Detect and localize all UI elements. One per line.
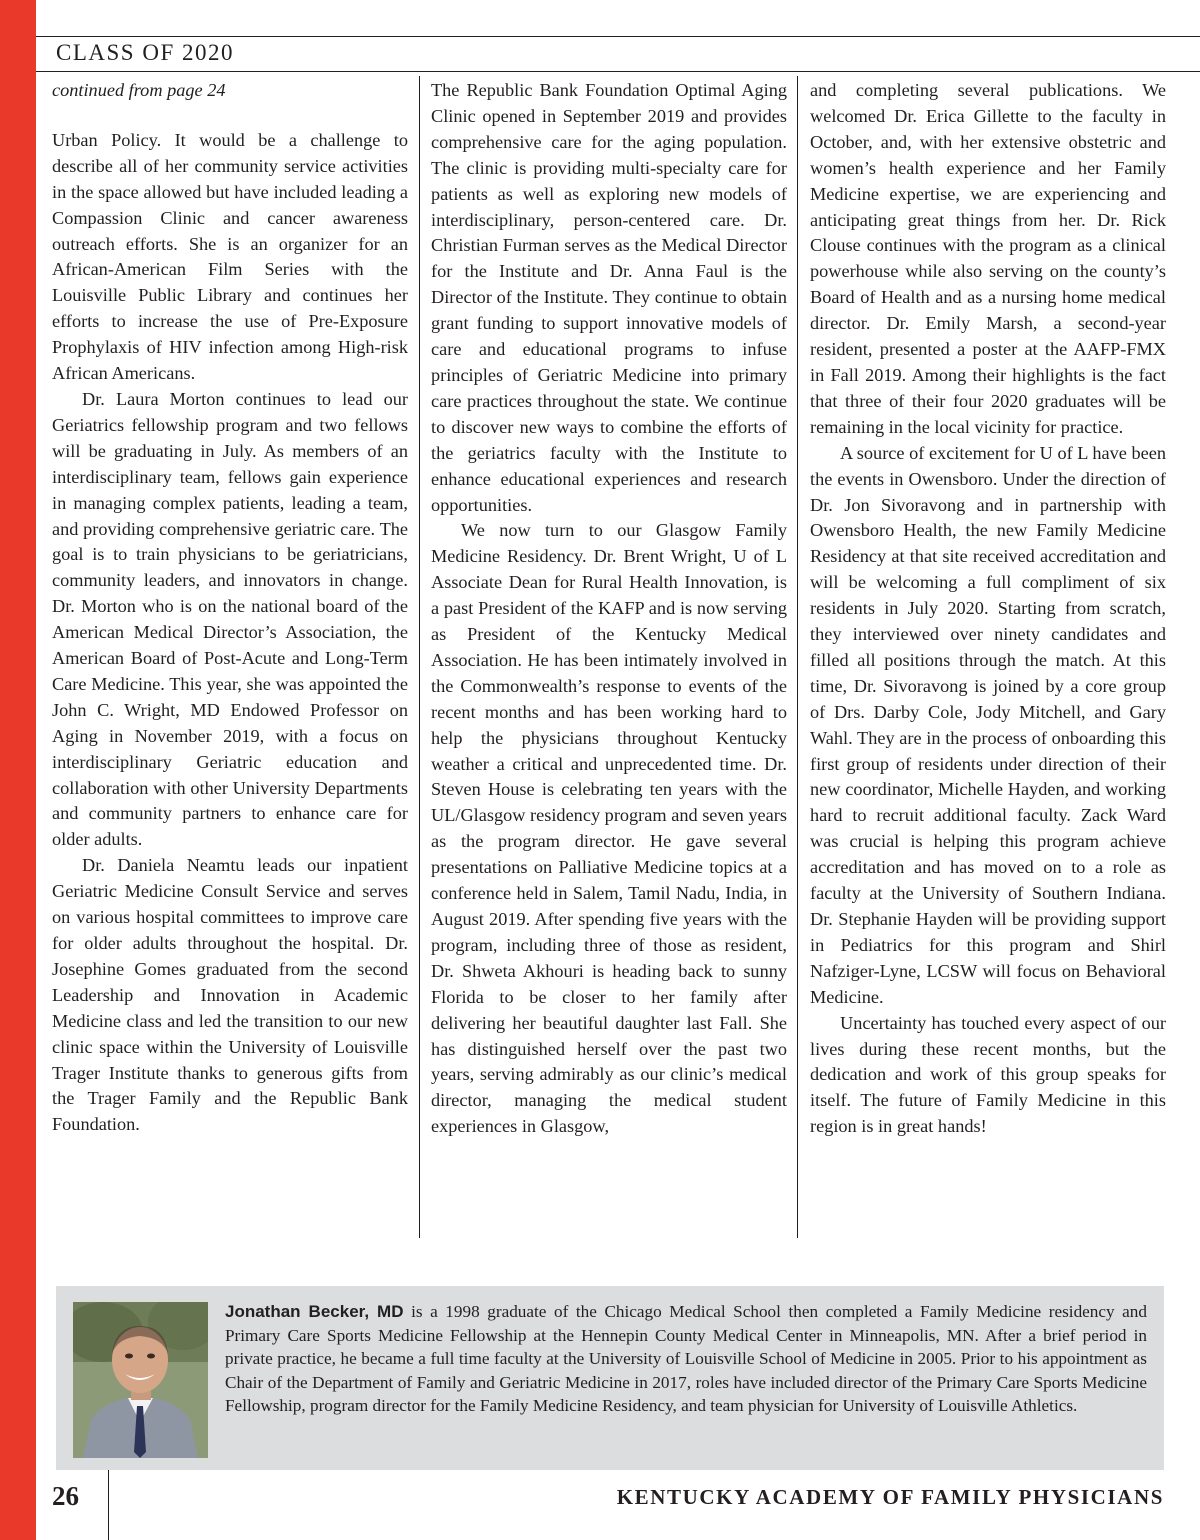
- author-bio-box: [56, 1286, 1164, 1470]
- paragraph: We now turn to our Glasgow Family Medicine Residency. Dr. Brent Wright, U of L Associate Dean for Rural Health Innovation, is a past President of the KAFP and is now serving as President of the Kentucky Medical Association. He has been intimately involved in the Commonwealth’s response to events of the recent months and has been working hard to help the physicians throughout Kentucky weather a critical and unprecedented time. Dr. Steven House is celebrating ten years with the UL/Glasgow residency program and seven years as the program director. He gave several presentations on Palliative Medicine topics at a conference held in Salem, Tamil Nadu, India, in August 2019. After spending five years with the program, including three of those as resident, Dr. Shweta Akhouri is heading back to sunny Florida to be closer to her family after delivering her beautiful daughter last Fall. She has distinguished herself over the past two years, serving admirably as our clinic’s medical director, managing the medical student experiences in Glasgow,: [431, 520, 787, 1137]
- publication-name: KENTUCKY ACADEMY OF FAMILY PHYSICIANS: [616, 1485, 1164, 1509]
- page-number: 26: [52, 1481, 79, 1511]
- paragraph: Dr. Laura Morton continues to lead our Geriatrics fellowship program and two fellows will be graduating in July. As members of an interdisciplinary team, fellows gain experience in managing complex patients, leading a team, and providing comprehensive geriatric care. The goal is to train physicians to be geriatricians, community leaders, and innovators in change. Dr. Morton who is on the national board of the American Medical Director’s Association, the American Board of Post-Acute and Long-Term Care Medicine. This year, she was appointed the John C. Wright, MD Endowed Professor on Aging in November 2019, with a focus on interdisciplinary Geriatric education and collaboration with other University Departments and community partners to enhance care for older adults.: [52, 388, 408, 850]
- author-bio-text: [225, 1300, 1147, 1418]
- continued-note: continued from page 24: [52, 80, 226, 100]
- column-divider-2: [797, 76, 798, 1238]
- paragraph: and completing several publications. We welcomed Dr. Erica Gillette to the faculty in October, and, with her extensive obstetric and women’s health experience and her Family Medicine expertise, we are experiencing and anticipating great things from her. Dr. Rick Clouse continues with the program as a clinical powerhouse while also serving on the county’s Board of Health and as a nursing home medical director. Dr. Emily Marsh, a second-year resident, presented a poster at the AAFP-FMX in Fall 2019. Among their highlights is the fact that three of their four 2020 graduates will be remaining in the local vicinity for practice.: [810, 80, 1166, 437]
- column-divider-1: [419, 76, 420, 1238]
- author-name: Jonathan Becker, MD: [225, 1302, 404, 1321]
- article-column-1: [52, 78, 408, 1248]
- header-top-rule: [36, 36, 1200, 37]
- author-bio-body: is a 1998 graduate of the Chicago Medical School then completed a Family Medicine residency and Primary Care Sports Medicine Fellowship at the Hennepin County Medical Center in Minneapolis, MN. After a brief period in private practice, he became a full time faculty at the University of Louisville School of Medicine in 2005. Prior to his appointment as Chair of the Department of Family and Geriatric Medicine in 2017, roles have included director of the Primary Care Sports Medicine Fellowship, program director for the Family Medicine Residency, and team physician for University of Louisville Athletics.: [225, 1302, 1147, 1416]
- footer-divider: [108, 1470, 109, 1540]
- paragraph: Urban Policy. It would be a challenge to describe all of her community service activities in the space allowed but have included leading a Compassion Clinic and cancer awareness outreach efforts. She is an organizer for an African-American Film Series with the Louisville Public Library and continues her efforts to increase the use of Pre-Exposure Prophylaxis of HIV infection among High-risk African Americans.: [52, 129, 408, 384]
- paragraph: The Republic Bank Foundation Optimal Aging Clinic opened in September 2019 and provides comprehensive care for the aging population. The clinic is providing multi-specialty care for patients as well as exploring new models of interdisciplinary, person-centered care. Dr. Christian Furman serves as the Medical Director for the Institute and Dr. Anna Faul is the Director of the Institute. They continue to obtain grant funding to support innovative models of care and educational programs to infuse principles of Geriatric Medicine into primary care practices throughout the state. We continue to discover new ways to combine the efforts of the geriatrics faculty with the Institute to enhance educational experiences and research opportunities.: [431, 80, 787, 515]
- author-portrait-image: [73, 1302, 208, 1458]
- paragraph: A source of excitement for U of L have been the events in Owensboro. Under the direction of Dr. Jon Sivoravong and in partnership with Owensboro Health, the new Family Medicine Residency at that site received accreditation and will be welcoming a full compliment of six residents in July 2020. Starting from scratch, they interviewed over ninety candidates and filled all positions through the match. At this time, Dr. Sivoravong is joined by a core group of Drs. Darby Cole, Jody Mitchell, and Gary Wahl. They are in the process of onboarding this first group of residents under direction of their new coordinator, Michelle Hayden, and working hard to recruit additional faculty. Zack Ward was crucial is helping this program achieve accreditation and has moved on to a role as faculty at the University of Southern Indiana. Dr. Stephanie Hayden will be providing support in Pediatrics for this program and Shirl Nafziger-Lyne, LCSW will focus on Behavioral Medicine.: [810, 442, 1166, 1007]
- paragraph: Uncertainty has touched every aspect of our lives during these recent months, but the dedication and work of this group speaks for itself. The future of Family Medicine in this region is in great hands!: [810, 1012, 1166, 1137]
- article-column-2: [431, 78, 787, 1248]
- author-photo: [73, 1302, 208, 1458]
- accent-sidebar-bar: [0, 0, 36, 1540]
- header-bottom-rule: [36, 71, 1200, 72]
- section-label: CLASS OF 2020: [56, 40, 234, 65]
- paragraph: Dr. Daniela Neamtu leads our inpatient Geriatric Medicine Consult Service and serves on various hospital committees to improve care for older adults throughout the hospital. Dr. Josephine Gomes graduated from the second Leadership and Innovation in Academic Medicine class and led the transition to our new clinic space within the University of Louisville Trager Institute thanks to generous gifts from the Trager Family and the Republic Bank Foundation.: [52, 855, 408, 1135]
- article-column-3: [810, 78, 1166, 1248]
